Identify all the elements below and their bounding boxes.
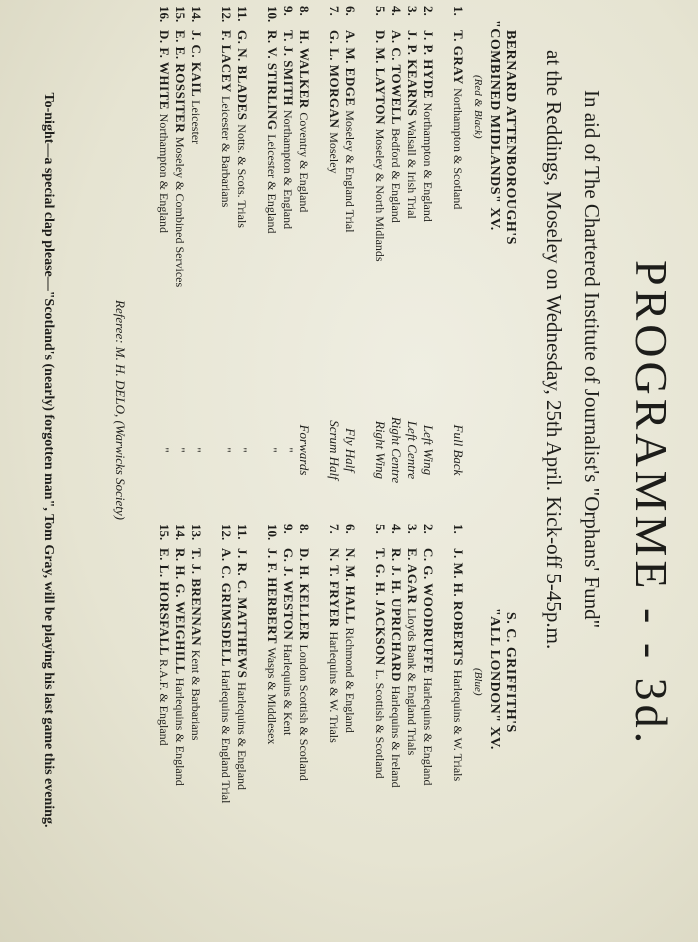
special-note: To-night—a special clap please—"Scotland's (nearly) forgotten man", Tom Gray, will be playing his last game this evening. [41, 92, 56, 828]
away-player-row [172, 524, 188, 803]
player-number: 15. [157, 524, 172, 541]
player-club: Wasps & Middlesex [265, 647, 279, 745]
player-number: 4. [389, 524, 404, 534]
position-label: " [281, 447, 296, 453]
player-name: J. F. HERBERT [265, 548, 280, 648]
position-label: " [219, 447, 234, 453]
player-name: J. P. HYDE [421, 30, 436, 103]
away-team-header-1: S. C. GRIFFITH'S [503, 612, 518, 733]
player-number: 7. [327, 6, 342, 16]
player-number: 16. [157, 6, 172, 23]
player-name: N. T. FRYER [327, 548, 342, 632]
position-label: Right Centre [389, 416, 404, 484]
player-number: 4. [389, 6, 404, 16]
player-name: T. J. BRENNAN [189, 548, 204, 650]
home-player-row [264, 6, 280, 287]
player-number: 5. [373, 524, 388, 534]
position-label: " [235, 447, 250, 453]
position-label: Right Wing [373, 420, 388, 480]
player-name: J. C. KAIL [189, 30, 204, 101]
player-club: Leicester & Barbarians [219, 96, 233, 208]
player-number: 7. [327, 524, 342, 534]
player-name: A. M. EDGE [343, 30, 358, 111]
player-name: J. M. H. ROBERTS [451, 548, 466, 670]
away-player-row [404, 524, 420, 803]
player-number: 5. [373, 6, 388, 16]
position-label: Left Wing [421, 424, 436, 476]
home-player-row [372, 6, 388, 287]
player-club: Harlequins & England [235, 682, 249, 791]
player-number: 8. [297, 524, 312, 534]
player-name: J. R. C. MATTHEWS [235, 548, 250, 683]
player-name: F. LACEY [219, 30, 234, 97]
home-player-row [296, 6, 312, 287]
position-label: Full Back [451, 424, 466, 476]
home-player-row [342, 6, 358, 287]
player-name: E. E. ROSSITER [173, 30, 188, 137]
position-label: " [189, 447, 204, 453]
player-club: Northampton & England [281, 109, 295, 230]
player-number: 10. [265, 6, 280, 23]
player-number: 12. [219, 524, 234, 541]
home-player-row [404, 6, 420, 287]
home-player-row [280, 6, 296, 287]
player-name: G. L. MORGAN [327, 30, 342, 133]
home-team-list [156, 6, 466, 287]
player-name: D. F. WHITE [157, 30, 172, 114]
player-number: 9. [281, 524, 296, 534]
player-number: 1. [451, 524, 466, 534]
player-club: Bedford & England [389, 128, 403, 223]
player-club: Northampton & Scotland [451, 88, 465, 210]
away-player-row [156, 524, 172, 803]
home-player-row [218, 6, 234, 287]
position-label: Left Centre [405, 420, 420, 480]
player-name: C. G. WOODRUFFE [421, 548, 436, 678]
home-player-row [172, 6, 188, 287]
position-label: " [157, 447, 172, 453]
player-club: Lloyds Bank & England Trials [405, 607, 419, 756]
position-label: Scrum Half [327, 420, 342, 480]
player-name: E. L. HORSFALL [157, 548, 172, 659]
player-club: Northampton & England [421, 102, 435, 222]
home-team-colour: (Red & Black) [472, 75, 484, 139]
away-player-row [264, 524, 280, 803]
player-club: Kent & Barbarians [189, 649, 203, 741]
player-name: G. J. WESTON [281, 548, 296, 644]
position-label: Fly Half [343, 428, 358, 472]
away-player-row [342, 524, 358, 803]
player-number: 14. [173, 524, 188, 541]
player-club: L. Scottish & Scotland [373, 669, 387, 779]
venue-line: at the Reddings, Moseley on Wednesday, 25th April. Kick-off 5-45p.m. [542, 50, 566, 650]
player-club: Richmond & England [343, 627, 357, 733]
programme-title: PROGRAMME - - 3d. [626, 260, 677, 748]
player-number: 11. [235, 524, 250, 540]
player-number: 2. [421, 524, 436, 534]
away-player-row [372, 524, 388, 803]
player-club: Harlequins & Kent [281, 643, 295, 736]
player-number: 11. [235, 6, 250, 22]
player-club: Harlequins & Ireland [389, 685, 403, 788]
player-name: H. WALKER [297, 30, 312, 113]
home-player-row [156, 6, 172, 287]
away-player-row [218, 524, 234, 803]
home-player-row [188, 6, 204, 287]
player-number: 6. [343, 6, 358, 16]
home-player-row [388, 6, 404, 287]
player-club: Harlequins & W. Trials [327, 631, 341, 743]
charity-line: In aid of The Chartered Institute of Journalist's "Orphans' Fund" [580, 90, 604, 629]
player-number: 1. [451, 6, 466, 16]
player-club: Walsall & Irish Trial [405, 120, 419, 219]
player-club: Moseley & Combined Services [173, 136, 187, 288]
player-name: T. G. H. JACKSON [373, 548, 388, 670]
player-number: 2. [421, 6, 436, 16]
player-number: 6. [343, 524, 358, 534]
position-label: " [265, 447, 280, 453]
player-name: E. AGAR [405, 548, 420, 608]
away-player-row [234, 524, 250, 803]
away-player-row [188, 524, 204, 803]
away-player-row [388, 524, 404, 803]
player-name: D. M. LAYTON [373, 30, 388, 129]
player-club: R.A.F. & England [157, 658, 171, 746]
player-club: Moseley & England Trial [343, 110, 357, 233]
away-player-row [280, 524, 296, 803]
player-number: 9. [281, 6, 296, 16]
player-name: R. J. H. UPRICHARD [389, 548, 404, 686]
positions-list [156, 410, 466, 490]
home-player-row [234, 6, 250, 287]
player-name: A. C. GRIMSDELL [219, 548, 234, 670]
player-club: Notts. & Scots. Trials [235, 124, 249, 228]
away-player-row [420, 524, 436, 803]
home-player-row [420, 6, 436, 287]
away-team-colour: (Blue) [472, 668, 484, 696]
player-club: Harlequins & England Trial [219, 669, 233, 804]
player-name: A. C. TOWELL [389, 30, 404, 129]
position-label: " [173, 447, 188, 453]
away-team-list [156, 524, 466, 803]
player-club: Leicester & England [265, 134, 279, 234]
player-name: G. N. BLADES [235, 30, 250, 125]
position-label: Forwards [297, 424, 312, 476]
player-name: D. H. KELLER [297, 548, 312, 645]
player-number: 3. [405, 6, 420, 16]
away-player-row [296, 524, 312, 803]
away-player-row [450, 524, 466, 803]
player-name: T. J. SMITH [281, 30, 296, 110]
player-name: R. H. G. WEIGHILL [173, 548, 188, 678]
referee-line: Referee: M. H. DELO, (Warwicks Society) [113, 300, 128, 520]
player-club: Leicester [189, 100, 203, 145]
home-team-header-1: BERNARD ATTENBOROUGH'S [503, 30, 518, 245]
player-club: Coventry & England [297, 112, 311, 213]
away-player-row [326, 524, 342, 803]
player-name: J. P. KEARNS [405, 30, 420, 121]
player-number: 3. [405, 524, 420, 534]
player-club: Northampton & England [157, 113, 171, 233]
player-club: Harlequins & W. Trials [451, 669, 465, 782]
player-club: Harlequins & England [173, 677, 187, 786]
home-team-header-2: "COMBINED MIDLANDS" XV. [487, 20, 502, 231]
player-club: Harlequins & England [421, 677, 435, 786]
player-number: 8. [297, 6, 312, 16]
player-name: T. GRAY [451, 30, 466, 89]
player-club: Moseley & North Midlands [373, 128, 387, 262]
player-number: 12. [219, 6, 234, 23]
player-number: 10. [265, 524, 280, 541]
player-club: London Scottish & Scotland [297, 644, 311, 781]
player-name: N. M. HALL [343, 548, 358, 628]
away-team-header-2: "ALL LONDON" XV. [487, 608, 502, 750]
player-number: 15. [173, 6, 188, 23]
player-name: R. V. STIRLING [265, 30, 280, 135]
home-player-row [326, 6, 342, 287]
player-club: Moseley [327, 132, 341, 174]
player-number: 13. [189, 524, 204, 541]
home-player-row [450, 6, 466, 287]
player-number: 14. [189, 6, 204, 23]
